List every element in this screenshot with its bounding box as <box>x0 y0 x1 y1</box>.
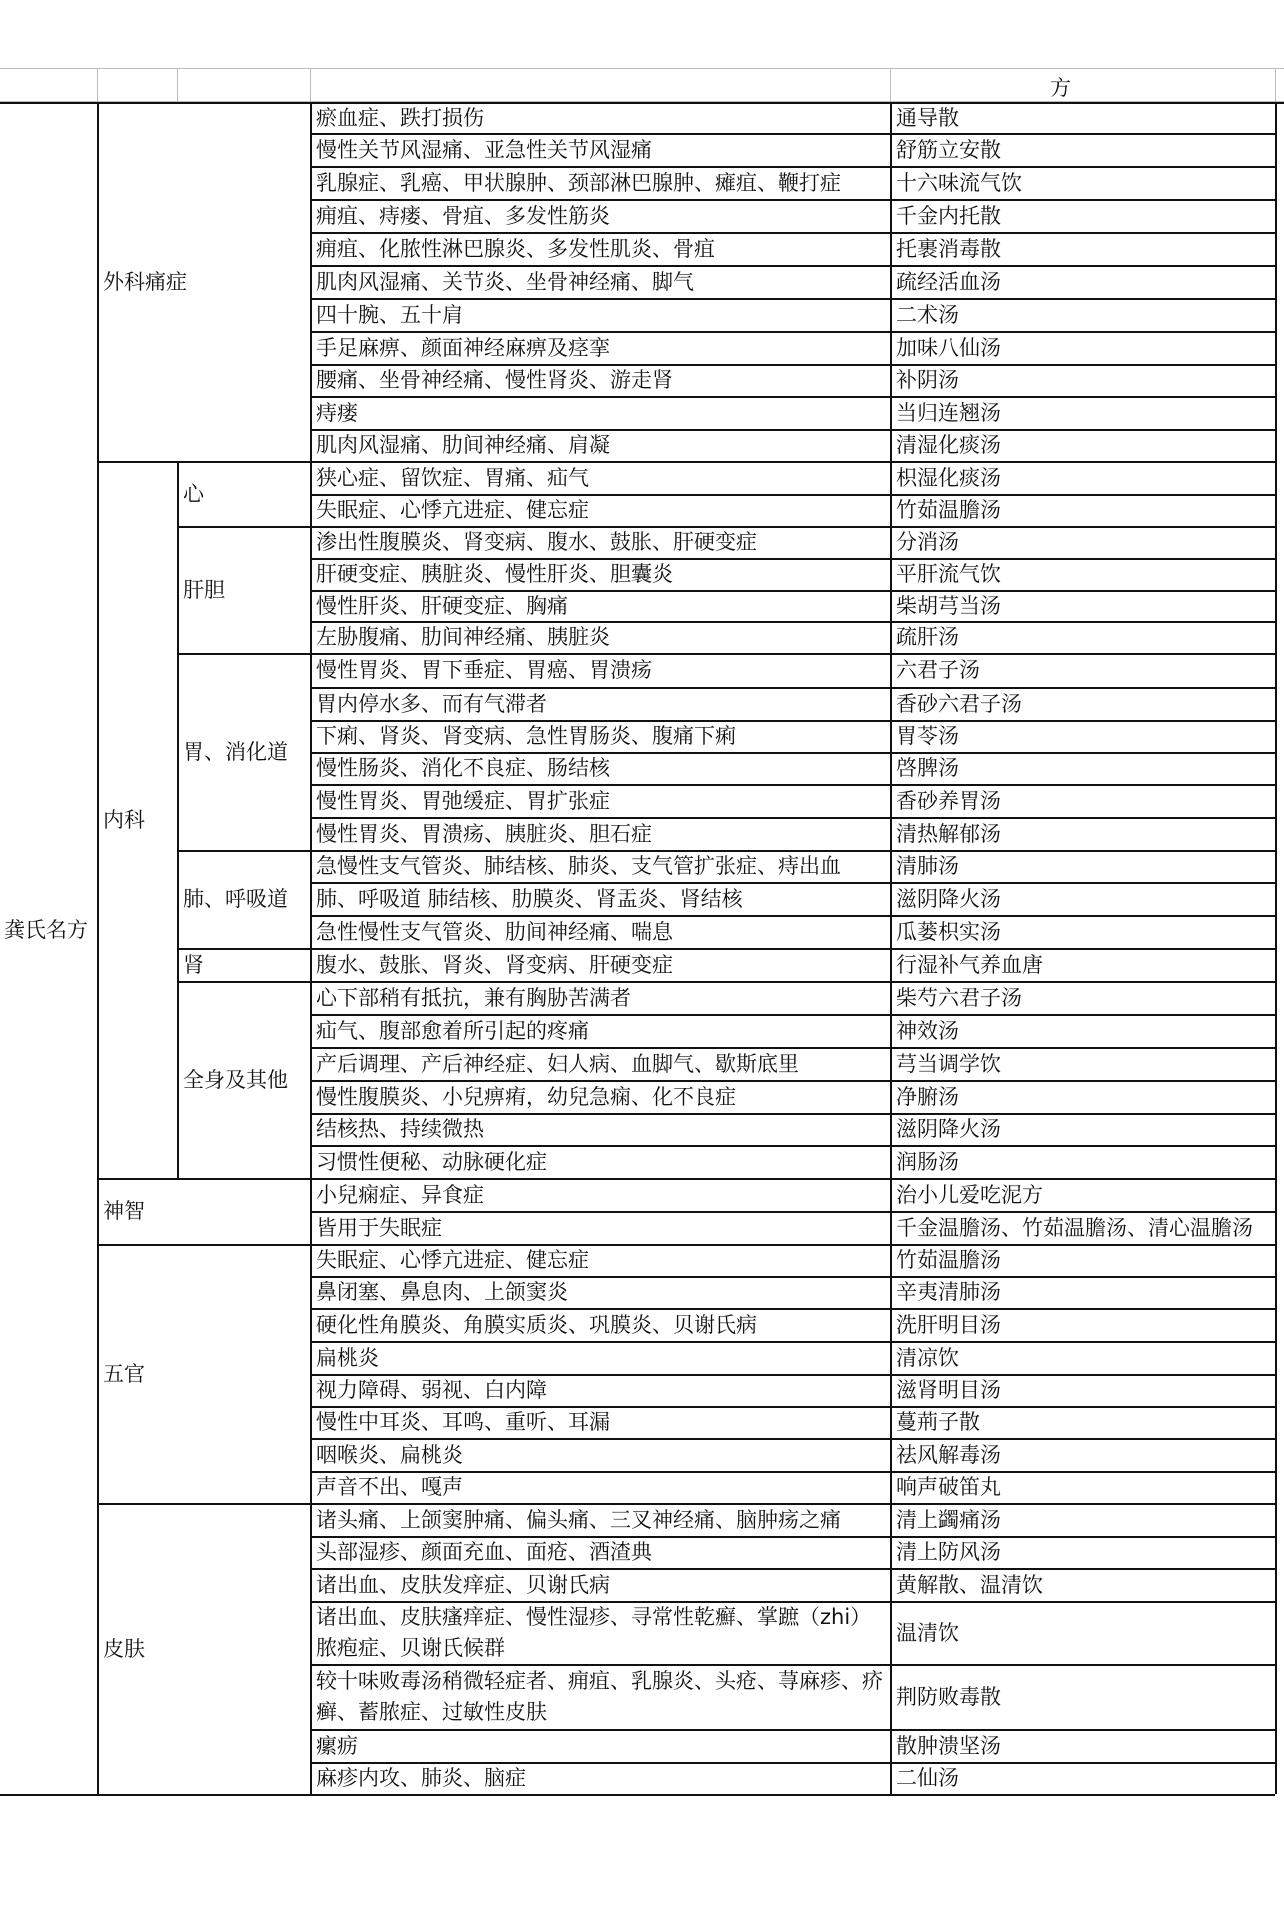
symptom-cell: 慢性胃炎、胃下垂症、胃癌、胃溃疡 <box>316 658 652 682</box>
formula-cell: 净腑汤 <box>896 1084 959 1109</box>
symptom-cell: 诸出血、皮肤瘙痒症、慢性湿疹、寻常性乾癬、掌蹠（zhi）脓疱症、贝谢氏候群 <box>316 1604 872 1660</box>
symptom-cell: 较十味败毒汤稍微轻症者、痈疽、乳腺炎、头疮、荨麻疹、疥癣、蓄脓症、过敏性皮肤 <box>316 1668 883 1724</box>
symptom-cell: 肌肉风湿痛、关节炎、坐骨神经痛、脚气 <box>316 269 694 294</box>
formula-cell: 洗肝明目汤 <box>896 1312 1001 1337</box>
symptom-cell: 慢性胃炎、胃溃疡、胰脏炎、胆石症 <box>316 821 652 846</box>
formula-cell: 辛夷清肺汤 <box>896 1280 1001 1304</box>
symptom-cell: 慢性肠炎、消化不良症、肠结核 <box>316 756 610 780</box>
formula-cell: 疏经活血汤 <box>896 269 1001 294</box>
col-divider-e <box>1275 102 1277 1794</box>
subcategory-label: 心 <box>183 481 204 506</box>
symptom-cell: 急性慢性支气管炎、肋间神经痛、喘息 <box>316 919 673 944</box>
category-label: 外科痛症 <box>103 269 187 294</box>
formula-cell: 香砂六君子汤 <box>896 691 1022 716</box>
formula-cell: 清热解郁汤 <box>896 821 1001 846</box>
formula-cell: 响声破笛丸 <box>896 1475 1001 1499</box>
formula-cell: 滋阴降火汤 <box>896 1117 1001 1141</box>
formula-cell: 清凉饮 <box>896 1345 959 1370</box>
formula-cell: 平肝流气饮 <box>896 562 1001 586</box>
category-label: 五官 <box>103 1361 145 1386</box>
symptom-cell: 咽喉炎、扁桃炎 <box>316 1442 463 1467</box>
symptom-cell: 腹水、鼓胀、肾炎、肾变病、肝硬变症 <box>316 952 673 977</box>
subcategory-label: 肺、呼吸道 <box>183 887 288 911</box>
symptom-cell: 慢性肝炎、肝硬变症、胸痛 <box>316 593 568 618</box>
formula-cell: 滋肾明目汤 <box>896 1378 1001 1402</box>
header-divider <box>1275 68 1276 102</box>
header-formula-column: 方 <box>1050 76 1071 100</box>
symptom-cell: 慢性腹膜炎、小兒痹痏，幼兒急痫、化不良症 <box>316 1084 736 1109</box>
symptom-cell: 狭心症、留饮症、胃痛、疝气 <box>316 465 589 490</box>
formula-cell: 香砂养胃汤 <box>896 788 1001 813</box>
symptom-cell: 诸头痛、上颌窦肿痛、偏头痛、三叉神经痛、脑肿疡之痛 <box>316 1507 841 1532</box>
symptom-cell: 慢性胃炎、胃弛缓症、胃扩张症 <box>316 788 610 813</box>
formula-cell: 二仙汤 <box>896 1766 959 1790</box>
symptom-cell: 慢性关节风湿痛、亚急性关节风湿痛 <box>316 137 652 162</box>
symptom-cell: 下痢、肾炎、肾变病、急性胃肠炎、腹痛下痢 <box>316 724 736 748</box>
subcategory-label: 肾 <box>183 952 204 977</box>
symptom-cell: 小兒痫症、异食症 <box>316 1182 484 1207</box>
symptom-cell: 心下部稍有抵抗，兼有胸胁苦满者 <box>316 985 631 1010</box>
formula-cell: 散肿溃坚汤 <box>896 1733 1001 1758</box>
subcategory-label: 全身及其他 <box>183 1067 288 1092</box>
formula-cell: 清上防风汤 <box>896 1540 1001 1564</box>
symptom-cell: 失眠症、心悸亢进症、健忘症 <box>316 1248 589 1272</box>
formula-cell: 竹茹温膽汤 <box>896 498 1001 522</box>
symptom-cell: 头部湿疹、颜面充血、面疮、酒渣典 <box>316 1540 652 1564</box>
symptom-cell: 肺、呼吸道 肺结核、肋膜炎、肾盂炎、肾结核 <box>316 886 743 911</box>
formula-cell: 滋阴降火汤 <box>896 886 1001 911</box>
formula-cell: 清湿化痰汤 <box>896 433 1001 457</box>
symptom-cell: 四十腕、五十肩 <box>316 302 463 327</box>
category-label: 神智 <box>103 1199 145 1223</box>
formula-cell: 补阴汤 <box>896 368 959 392</box>
formula-cell: 啓脾汤 <box>896 756 959 780</box>
symptom-cell: 扁桃炎 <box>316 1345 379 1370</box>
header-divider <box>177 68 178 102</box>
formula-cell: 行湿补气养血唐 <box>896 952 1043 977</box>
symptom-cell: 肌肉风湿痛、肋间神经痛、肩凝 <box>316 433 610 457</box>
symptom-cell: 视力障碍、弱视、白内障 <box>316 1378 547 1402</box>
symptom-cell: 痈疽、痔瘘、骨疽、多发性筋炎 <box>316 203 610 228</box>
formula-cell: 胃苓汤 <box>896 724 959 748</box>
formula-cell: 加味八仙汤 <box>896 335 1001 360</box>
formula-cell: 黄解散、温清饮 <box>896 1572 1043 1597</box>
header-divider <box>890 68 891 102</box>
subcategory-label: 肝胆 <box>183 577 225 602</box>
symptom-cell: 痔瘘 <box>316 400 358 425</box>
formula-cell: 六君子汤 <box>896 658 980 682</box>
formula-cell: 疏肝汤 <box>896 625 959 649</box>
table-bottom-line <box>0 1794 1275 1796</box>
formula-cell: 荆防败毒散 <box>896 1684 1001 1709</box>
formula-cell: 治小儿爱吃泥方 <box>896 1182 1043 1207</box>
symptom-cell: 硬化性角膜炎、角膜实质炎、巩膜炎、贝谢氏病 <box>316 1312 757 1337</box>
formula-cell: 芎当调学饮 <box>896 1051 1001 1076</box>
formula-cell: 柴芍六君子汤 <box>896 985 1022 1010</box>
formula-cell: 千金内托散 <box>896 203 1001 228</box>
header-divider <box>310 68 311 102</box>
formula-cell: 通导散 <box>896 105 959 130</box>
symptom-cell: 麻疹内攻、肺炎、脑症 <box>316 1766 526 1790</box>
symptom-cell: 慢性中耳炎、耳鸣、重听、耳漏 <box>316 1410 610 1434</box>
formula-cell: 二术汤 <box>896 302 959 327</box>
header-divider <box>97 68 98 102</box>
formula-cell: 竹茹温膽汤 <box>896 1248 1001 1272</box>
formula-cell: 枳湿化痰汤 <box>896 465 1001 490</box>
formula-cell: 托裹消毒散 <box>896 236 1001 261</box>
symptom-cell: 疝气、腹部愈着所引起的疼痛 <box>316 1018 589 1043</box>
category-label: 内科 <box>103 807 145 832</box>
symptom-cell: 诸出血、皮肤发痒症、贝谢氏病 <box>316 1572 610 1597</box>
formula-cell: 清肺汤 <box>896 854 959 878</box>
subcategory-label: 胃、消化道 <box>183 739 288 764</box>
symptom-cell: 瘰疬 <box>316 1733 358 1758</box>
formula-cell: 当归连翘汤 <box>896 400 1001 425</box>
symptom-cell: 手足麻痹、颜面神经麻痹及痉挛 <box>316 335 610 360</box>
symptom-cell: 皆用于失眠症 <box>316 1215 442 1240</box>
formula-cell: 分消汤 <box>896 530 959 554</box>
symptom-cell: 结核热、持续微热 <box>316 1117 484 1141</box>
symptom-cell: 左胁腹痛、肋间神经痛、胰脏炎 <box>316 625 610 649</box>
formula-cell: 十六味流气饮 <box>896 170 1022 195</box>
header-top-line <box>0 68 1284 69</box>
symptom-cell: 痈疽、化脓性淋巴腺炎、多发性肌炎、骨疽 <box>316 236 715 261</box>
category-label: 皮肤 <box>103 1636 145 1661</box>
formula-cell: 舒筋立安散 <box>896 137 1001 162</box>
group-label: 龚氏名方 <box>4 918 88 942</box>
symptom-cell: 急慢性支气管炎、肺结核、肺炎、支气管扩张症、痔出血 <box>316 854 841 878</box>
formula-cell: 清上蠲痛汤 <box>896 1507 1001 1532</box>
symptom-cell: 胃内停水多、而有气滞者 <box>316 691 547 716</box>
symptom-cell: 瘀血症、跌打损伤 <box>316 105 484 130</box>
formula-cell: 神效汤 <box>896 1018 959 1043</box>
formula-cell: 润肠汤 <box>896 1149 959 1174</box>
formula-cell: 祛风解毒汤 <box>896 1442 1001 1467</box>
symptom-cell: 腰痛、坐骨神经痛、慢性肾炎、游走肾 <box>316 368 673 392</box>
formula-cell: 瓜蒌枳实汤 <box>896 919 1001 944</box>
symptom-cell: 产后调理、产后神经症、妇人病、血脚气、歇斯底里 <box>316 1051 799 1076</box>
symptom-cell: 习惯性便秘、动脉硬化症 <box>316 1149 547 1174</box>
formula-cell: 千金温膽汤、竹茹温膽汤、清心温膽汤 <box>896 1215 1253 1240</box>
symptom-cell: 渗出性腹膜炎、肾变病、腹水、鼓胀、肝硬变症 <box>316 530 757 554</box>
symptom-cell: 肝硬变症、胰脏炎、慢性肝炎、胆囊炎 <box>316 562 673 586</box>
symptom-cell: 失眠症、心悸亢进症、健忘症 <box>316 498 589 522</box>
formula-cell: 蔓荊子散 <box>896 1410 980 1434</box>
symptom-cell: 声音不出、嘎声 <box>316 1475 463 1499</box>
formula-cell: 温清饮 <box>896 1620 959 1645</box>
formula-cell: 柴胡芎当汤 <box>896 593 1001 618</box>
symptom-cell: 鼻闭塞、鼻息肉、上颌窦炎 <box>316 1280 568 1304</box>
symptom-cell: 乳腺症、乳癌、甲状腺肿、颈部淋巴腺肿、瘫疽、鞭打症 <box>316 170 841 195</box>
